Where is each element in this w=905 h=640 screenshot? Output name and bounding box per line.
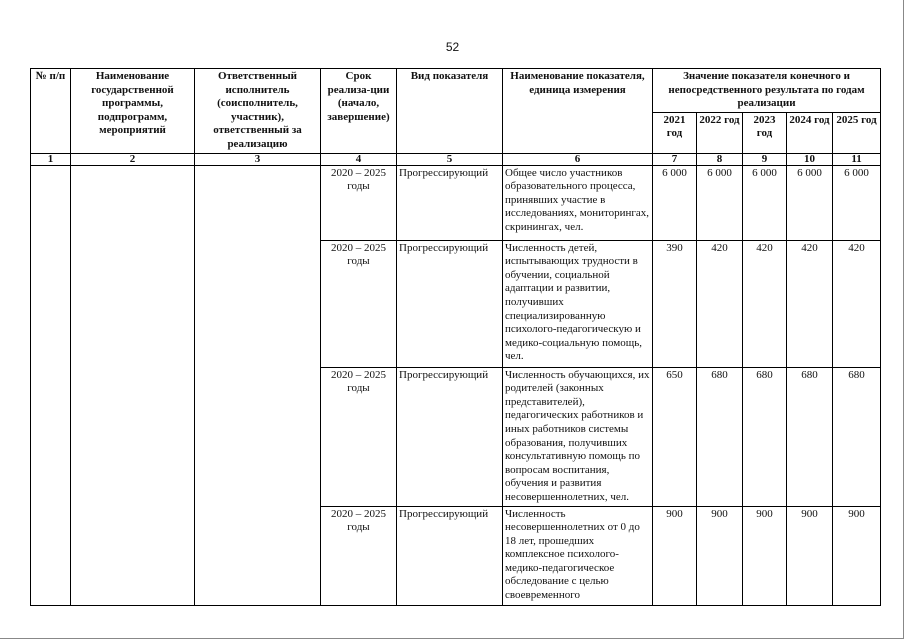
header-year: 2022 год — [697, 112, 743, 153]
column-number: 4 — [321, 153, 397, 165]
cell-kind: Прогрессирующий — [397, 240, 503, 367]
cell-term: 2020 – 2025 годы — [321, 165, 397, 240]
header-kind: Вид показателя — [397, 69, 503, 154]
cell-value: 680 — [697, 367, 743, 506]
cell-value: 420 — [743, 240, 787, 367]
header-term: Срок реализа-ции (начало, завершение) — [321, 69, 397, 154]
cell-kind: Прогрессирующий — [397, 506, 503, 605]
cell-value: 420 — [787, 240, 833, 367]
cell-term: 2020 – 2025 годы — [321, 240, 397, 367]
cell-num — [31, 165, 71, 605]
cell-value: 900 — [743, 506, 787, 605]
column-number: 11 — [833, 153, 881, 165]
header-year: 2021 год — [653, 112, 697, 153]
cell-value: 420 — [833, 240, 881, 367]
column-number-row — [31, 153, 881, 165]
cell-value: 6 000 — [833, 165, 881, 240]
column-number: 9 — [743, 153, 787, 165]
cell-value: 420 — [697, 240, 743, 367]
column-number: 10 — [787, 153, 833, 165]
column-number: 7 — [653, 153, 697, 165]
header-year: 2024 год — [787, 112, 833, 153]
cell-value: 6 000 — [653, 165, 697, 240]
header-program: Наименование государственной программы, подпрограмм, мероприятий — [71, 69, 195, 154]
cell-value: 680 — [743, 367, 787, 506]
table-row — [31, 165, 881, 240]
cell-kind: Прогрессирующий — [397, 165, 503, 240]
cell-value: 6 000 — [787, 165, 833, 240]
column-number: 5 — [397, 153, 503, 165]
header-executor: Ответственный исполнитель (соисполнитель, участник), ответственный за реализацию — [195, 69, 321, 154]
column-number: 2 — [71, 153, 195, 165]
column-number: 3 — [195, 153, 321, 165]
cell-value: 680 — [833, 367, 881, 506]
cell-value: 900 — [787, 506, 833, 605]
cell-term: 2020 – 2025 годы — [321, 367, 397, 506]
cell-value: 6 000 — [697, 165, 743, 240]
header-year: 2025 год — [833, 112, 881, 153]
column-number: 6 — [503, 153, 653, 165]
column-number: 1 — [31, 153, 71, 165]
header-year: 2023 год — [743, 112, 787, 153]
cell-indicator: Численность несовершеннолетних от 0 до 18 лет, прошедших комплексное психолого-медико-педагогическое обследование с целью своевременного — [503, 506, 653, 605]
cell-indicator: Общее число участников образовательного процесса, принявших участие в исследованиях, мониторингах, скринингах, чел. — [503, 165, 653, 240]
cell-value: 900 — [833, 506, 881, 605]
cell-indicator: Численность детей, испытывающих трудности в обучении, социальной адаптации и развитии, получивших специализированную психолого-педагогическую и медико-социальную помощь, чел. — [503, 240, 653, 367]
cell-value: 900 — [697, 506, 743, 605]
header-values: Значение показателя конечного и непосредственного результата по годам реализации — [653, 69, 881, 113]
page-number: 52 — [445, 40, 460, 54]
column-number: 8 — [697, 153, 743, 165]
header-indicator: Наименование показателя, единица измерения — [503, 69, 653, 154]
cell-value: 680 — [787, 367, 833, 506]
indicators-table — [30, 68, 881, 606]
cell-program — [71, 165, 195, 605]
cell-executor — [195, 165, 321, 605]
cell-term: 2020 – 2025 годы — [321, 506, 397, 605]
cell-value: 390 — [653, 240, 697, 367]
cell-kind: Прогрессирующий — [397, 367, 503, 506]
cell-value: 6 000 — [743, 165, 787, 240]
cell-indicator: Численность обучающихся, их родителей (законных представителей), педагогических работников и иных работников системы образования, получивших консультативную помощь по вопросам воспитания, обучения и развития несовершеннолетних, чел. — [503, 367, 653, 506]
table-header-row — [31, 69, 881, 113]
header-num: № п/п — [31, 69, 71, 154]
cell-value: 650 — [653, 367, 697, 506]
cell-value: 900 — [653, 506, 697, 605]
